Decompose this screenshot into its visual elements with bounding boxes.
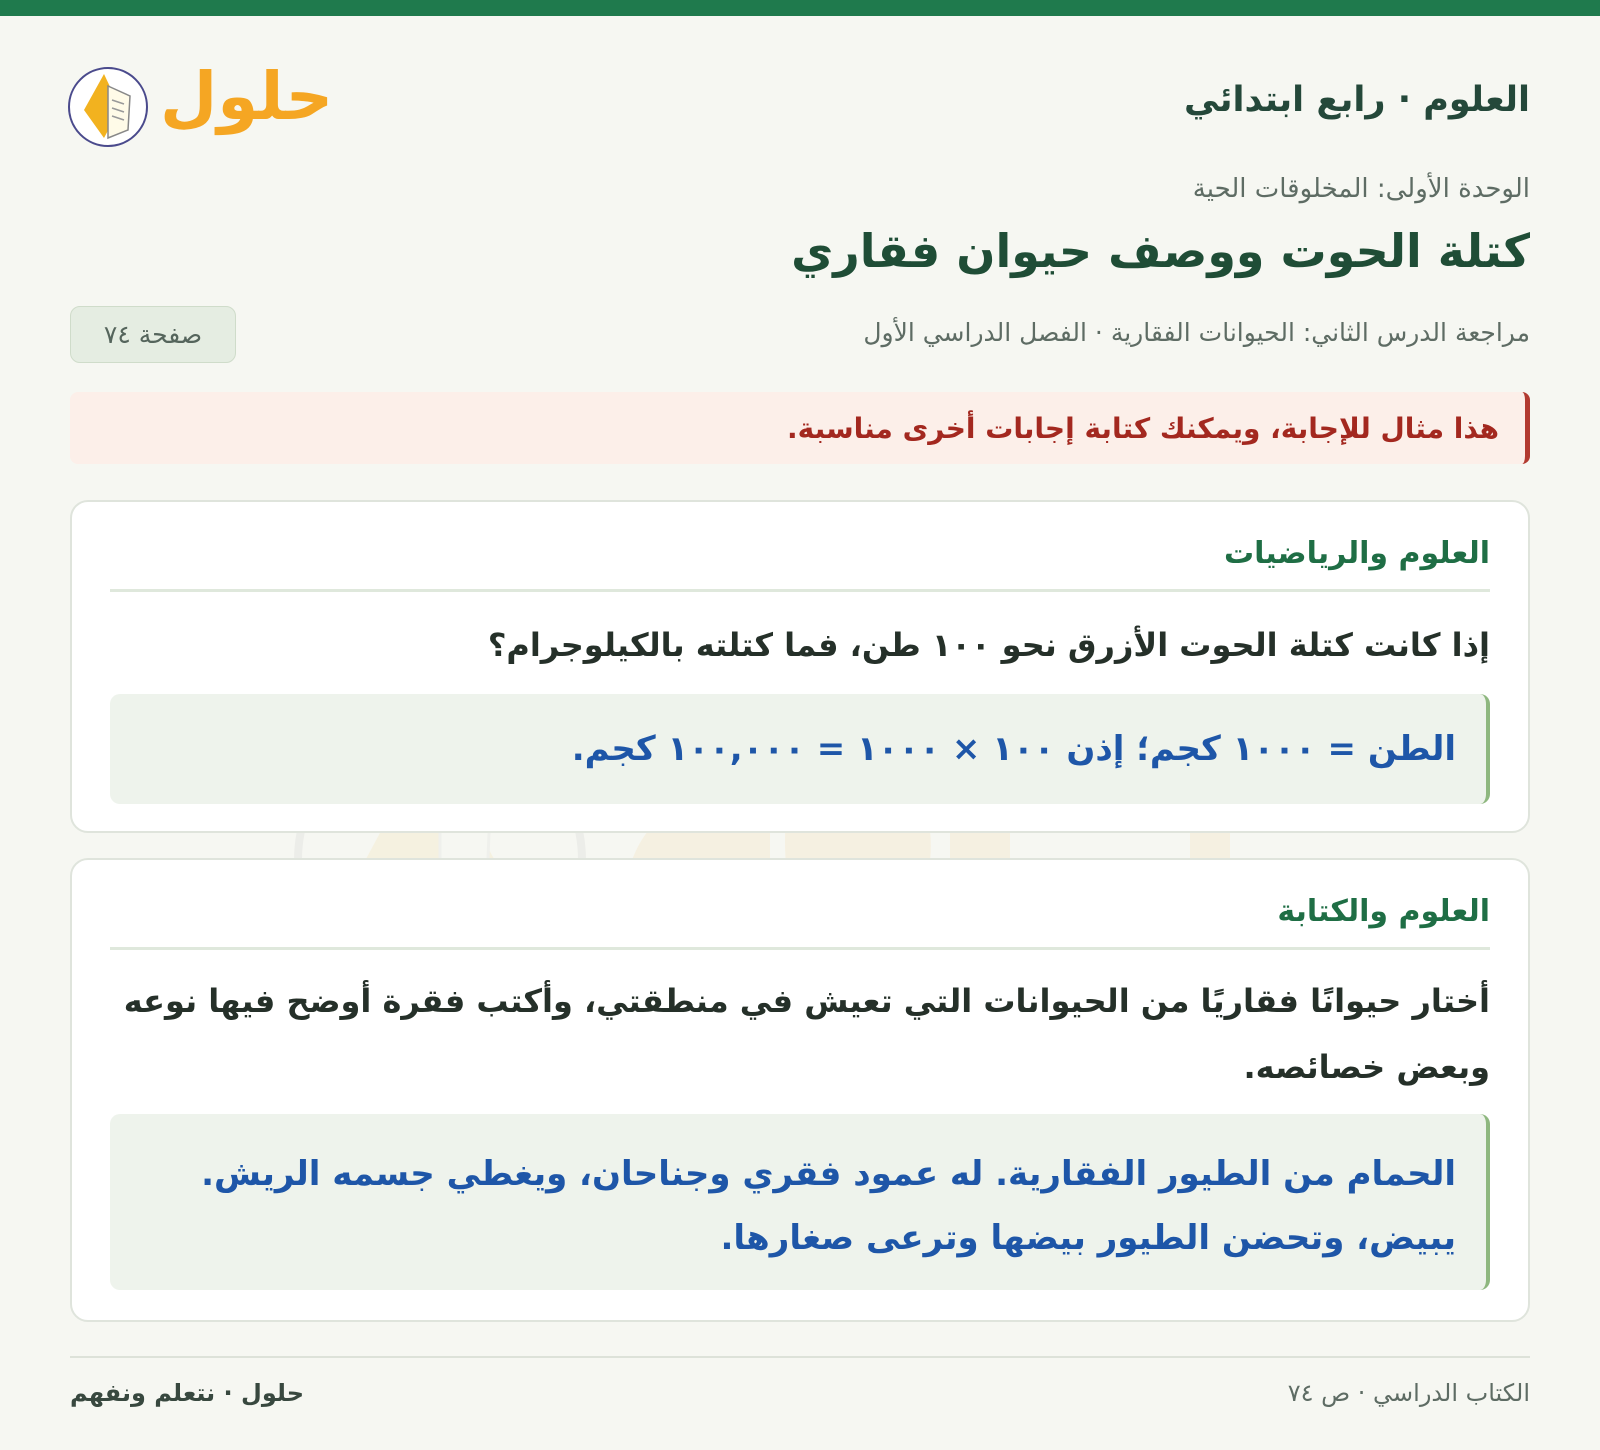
site-logo[interactable] (68, 50, 334, 155)
top-accent-bar (0, 0, 1600, 16)
footer-divider (70, 1356, 1530, 1358)
answer-text: الحمام من الطيور الفقارية. له عمود فقري وجناحان، ويغطي جسمه الريش. يبيض، وتحضن الطيور بيضها وترعى صغارها. (201, 1154, 1456, 1258)
science-math-card (70, 500, 1530, 833)
science-writing-card (70, 858, 1530, 1322)
question-text: إذا كانت كتلة الحوت الأزرق نحو ١٠٠ طن، فما كتلته بالكيلوجرام؟ (487, 626, 1490, 664)
page-number-badge: صفحة ٧٤ (70, 306, 236, 363)
answer-box (110, 1114, 1490, 1290)
unit-label: الوحدة الأولى: المخلوقات الحية (1192, 174, 1530, 204)
answer-box (110, 694, 1490, 804)
answer-text: الطن = ١٠٠٠ كجم؛ إذن ١٠٠ × ١٠٠٠ = ١٠٠,٠٠٠ كجم. (571, 729, 1456, 769)
lesson-label: مراجعة الدرس الثاني: الحيوانات الفقارية · الفصل الدراسي الأول (863, 318, 1530, 347)
logo-wordmark: حلول (160, 58, 334, 135)
page-title: كتلة الحوت ووصف حيوان فقاري (791, 224, 1530, 278)
question-text: أختار حيوانًا فقاريًا من الحيوانات التي تعيش في منطقتي، وأكتب فقرة أوضح فيها نوعه وبعض خصائصه. (123, 982, 1490, 1086)
footer-book-reference: الكتاب الدراسي · ص ٧٤ (1287, 1379, 1530, 1407)
card-heading: العلوم والكتابة (110, 860, 1490, 950)
footer-brand-tagline: حلول · نتعلم ونفهم (70, 1379, 304, 1407)
answer-note-banner: هذا مثال للإجابة، ويمكنك كتابة إجابات أخرى مناسبة. (70, 392, 1530, 464)
subject-title: العلوم · رابع ابتدائي (1183, 80, 1530, 120)
card-heading: العلوم والرياضيات (110, 502, 1490, 592)
